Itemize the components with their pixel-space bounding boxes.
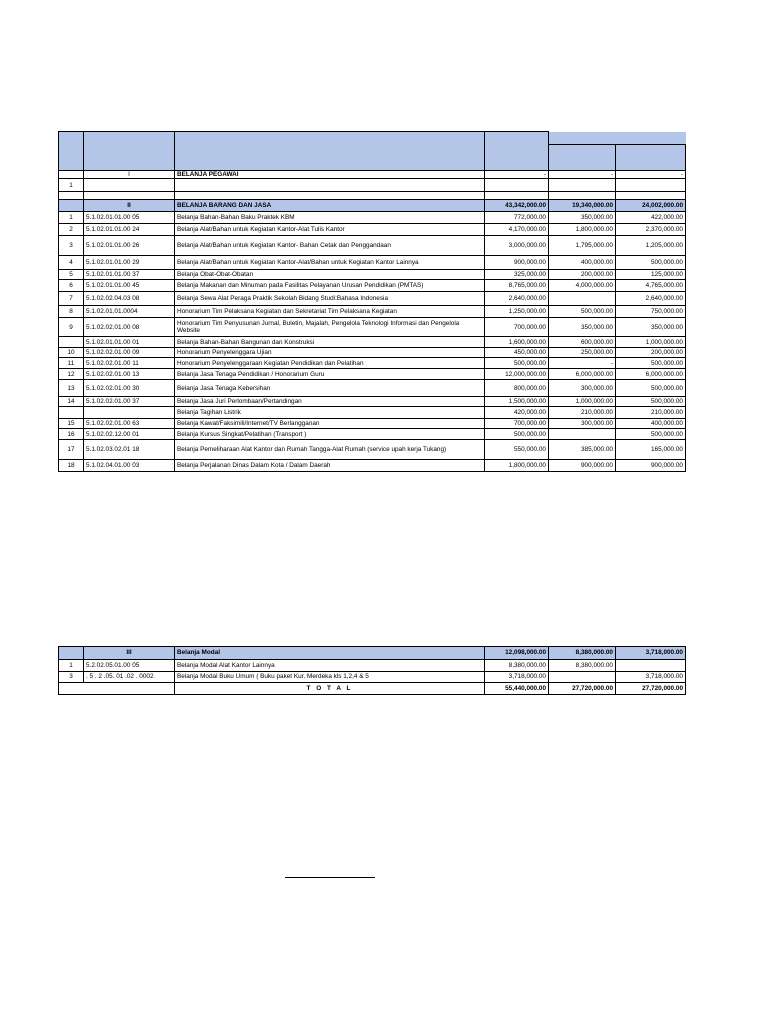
account-code: 5.1.02.02.01.00 09 <box>84 348 175 358</box>
account-code: 5.1.02.01.01.0004 <box>84 306 175 318</box>
description: Honorarium Tim Penyusunan Jurnal, Buletin, Majalah, Pengelola Teknologi Informasi dan Pengelola Website <box>175 318 485 337</box>
amount-period-2 <box>616 660 686 672</box>
account-code: 5.1.02.02.04.03 08 <box>84 292 175 306</box>
row-number: 15 <box>59 419 84 429</box>
description: Belanja Alat/Bahan untuk Kegiatan Kantor-Alat/Bahan untuk Kegiatan Kantor Lainnya <box>175 256 485 270</box>
account-code: 5.1.02.04.01.00 03 <box>84 460 175 472</box>
amount-total: 500,000.00 <box>485 429 549 440</box>
amount-period-1: 900,000.00 <box>549 460 616 472</box>
amount-period-2: 1,000,000.00 <box>616 337 686 348</box>
amount-period-2: 500,000.00 <box>616 358 686 369</box>
amount-period-2: 3,718,000.00 <box>616 672 686 683</box>
row-number <box>59 647 84 660</box>
account-code: 5.1.02.01.01.00 26 <box>84 236 175 256</box>
account-code: 5.1.02.01.01.00 24 <box>84 224 175 236</box>
account-code: 5.1.02.01.01.00 37 <box>84 270 175 280</box>
row-number: 1 <box>59 179 84 192</box>
description <box>175 192 485 200</box>
row-number <box>59 200 84 212</box>
budget-table-capital <box>58 646 686 695</box>
amount-total: 420,000.00 <box>485 407 549 419</box>
amount-total: 12,098,000.00 <box>485 647 549 660</box>
amount-total: 3,718,000.00 <box>485 672 549 683</box>
table-row <box>59 256 686 270</box>
account-code <box>84 179 175 192</box>
amount-period-1: 350,000.00 <box>549 318 616 337</box>
row-number: 7 <box>59 292 84 306</box>
description: Belanja Bahan-Bahan Baku Praktek KBM <box>175 212 485 224</box>
row-number: 18 <box>59 460 84 472</box>
row-number: 1 <box>59 660 84 672</box>
account-code: 5.2.02.05.01.00 05 <box>84 660 175 672</box>
amount-total: 2,640,000.00 <box>485 292 549 306</box>
description: Belanja Modal Buku Umum ( Buku paket Kur. Merdeka kls 1,2,4 & 5 <box>175 672 485 683</box>
budget-table-main <box>58 131 686 472</box>
table-row <box>59 380 686 397</box>
amount-period-2: 1,205,000.00 <box>616 236 686 256</box>
row-number <box>59 407 84 419</box>
amount-period-1: 500,000.00 <box>549 306 616 318</box>
account-code: 5.1.02.01.01.00 05 <box>84 212 175 224</box>
table-row <box>59 280 686 292</box>
amount-period-1: 385,000.00 <box>549 440 616 460</box>
amount-total: 8,765,000.00 <box>485 280 549 292</box>
description: Belanja Jasa Tenaga Pendidikan / Honorarium Guru <box>175 369 485 380</box>
amount-period-1: - <box>549 171 616 179</box>
description: Belanja Obat-Obat-Obatan <box>175 270 485 280</box>
description: Belanja Bahan-Bahan Bangunan dan Konstruksi <box>175 337 485 348</box>
amount-period-2: 500,000.00 <box>616 397 686 407</box>
row-number <box>59 192 84 200</box>
table-row <box>59 306 686 318</box>
account-code: 5.1.02.02.01.00 11 <box>84 358 175 369</box>
amount-period-1: 400,000.00 <box>549 256 616 270</box>
amount-total: 43,342,000.00 <box>485 200 549 212</box>
row-number: 10 <box>59 348 84 358</box>
table-row <box>59 318 686 337</box>
description: Belanja Alat/Bahan untuk Kegiatan Kantor- Bahan Cetak dan Penggandaan <box>175 236 485 256</box>
description: Belanja Pemeliharaan Alat Kantor dan Rumah Tangga-Alat Rumah (service upah kerja Tukang) <box>175 440 485 460</box>
description: Belanja Jasa Juri Perlombaan/Pertandingan <box>175 397 485 407</box>
table-row <box>59 397 686 407</box>
header-group <box>549 132 686 145</box>
row-number <box>59 171 84 179</box>
account-code: 5.1.02.01.01.00 01 <box>84 337 175 348</box>
header-no <box>59 132 84 171</box>
table-header-row <box>59 132 686 145</box>
amount-total: 4,170,000.00 <box>485 224 549 236</box>
description: Belanja Modal Alat Kantor Lainnya <box>175 660 485 672</box>
table-row <box>59 358 686 369</box>
account-code: 5.1.02.02.01.00 13 <box>84 369 175 380</box>
row-number: 6 <box>59 280 84 292</box>
amount-period-2: 125,000.00 <box>616 270 686 280</box>
description: BELANJA PEGAWAI <box>175 171 485 179</box>
description: Belanja Sewa Alat Peraga Praktik Sekolah Bidang Studi:Bahasa Indonesia <box>175 292 485 306</box>
amount-total: 325,000.00 <box>485 270 549 280</box>
table-row <box>59 429 686 440</box>
amount-total <box>485 192 549 200</box>
amount-total: 700,000.00 <box>485 419 549 429</box>
table-row <box>59 171 686 179</box>
account-code: . 5 . 2 .05. 01 .02 . 0002 <box>84 672 175 683</box>
amount-period-2: 6,000,000.00 <box>616 369 686 380</box>
account-code: II <box>84 200 175 212</box>
section-row <box>59 647 686 660</box>
table-row <box>59 337 686 348</box>
description: Belanja Perjalanan Dinas Dalam Kota / Dalam Daerah <box>175 460 485 472</box>
description: Honorarium Penyelenggara Ujian <box>175 348 485 358</box>
amount-period-2: 500,000.00 <box>616 429 686 440</box>
row-number: 4 <box>59 256 84 270</box>
amount-period-2: 750,000.00 <box>616 306 686 318</box>
description: Belanja Jasa Tenaga Kebersihan <box>175 380 485 397</box>
amount-total: 1,600,000.00 <box>485 337 549 348</box>
description: Belanja Alat/Bahan untuk Kegiatan Kantor-Alat Tulis Kantor <box>175 224 485 236</box>
row-number: 13 <box>59 380 84 397</box>
amount-period-1: 4,000,000.00 <box>549 280 616 292</box>
amount-period-1: 8,380,000.00 <box>549 647 616 660</box>
row-number: 3 <box>59 672 84 683</box>
amount-period-2: 210,000.00 <box>616 407 686 419</box>
amount-period-2 <box>616 179 686 192</box>
amount-total: 450,000.00 <box>485 348 549 358</box>
account-code: 5.1.02.02.01.00 30 <box>84 380 175 397</box>
amount-period-1: 600,000.00 <box>549 337 616 348</box>
row-number: 12 <box>59 369 84 380</box>
amount-period-2: - <box>616 171 686 179</box>
total-amount: 55,440,000.00 <box>485 683 549 695</box>
amount-period-1: 1,000,000.00 <box>549 397 616 407</box>
amount-total: 550,000.00 <box>485 440 549 460</box>
table-row <box>59 179 686 192</box>
amount-period-1 <box>549 429 616 440</box>
header-code <box>84 132 175 171</box>
amount-total: 772,000.00 <box>485 212 549 224</box>
table-row <box>59 236 686 256</box>
amount-total: 700,000.00 <box>485 318 549 337</box>
table-row <box>59 440 686 460</box>
total-row <box>59 683 686 695</box>
row-number: 14 <box>59 397 84 407</box>
total-spacer <box>59 683 175 695</box>
row-number: 1 <box>59 212 84 224</box>
amount-period-2: 24,002,000.00 <box>616 200 686 212</box>
amount-period-2: 2,640,000.00 <box>616 292 686 306</box>
account-code: I <box>84 171 175 179</box>
description: Belanja Modal <box>175 647 485 660</box>
row-number: 3 <box>59 236 84 256</box>
amount-period-1: 200,000.00 <box>549 270 616 280</box>
amount-period-2: 500,000.00 <box>616 380 686 397</box>
table-row <box>59 348 686 358</box>
row-number: 11 <box>59 358 84 369</box>
amount-total: 900,000.00 <box>485 256 549 270</box>
total-label: T O T A L <box>175 683 485 695</box>
amount-period-1: 6,000,000.00 <box>549 369 616 380</box>
amount-period-1: 1,800,000.00 <box>549 224 616 236</box>
amount-total: 1,250,000.00 <box>485 306 549 318</box>
amount-period-1: 19,340,000.00 <box>549 200 616 212</box>
amount-period-2: 400,000.00 <box>616 419 686 429</box>
row-number <box>59 337 84 348</box>
amount-period-2: 500,000.00 <box>616 256 686 270</box>
account-code: 5.1.02.03.02.01 18 <box>84 440 175 460</box>
table-row <box>59 407 686 419</box>
amount-period-1: 350,000.00 <box>549 212 616 224</box>
table-row <box>59 270 686 280</box>
section-row <box>59 200 686 212</box>
amount-total: 1,500,000.00 <box>485 397 549 407</box>
amount-period-1: - <box>549 358 616 369</box>
amount-period-1 <box>549 192 616 200</box>
amount-period-1: 1,795,000.00 <box>549 236 616 256</box>
amount-period-2: 200,000.00 <box>616 348 686 358</box>
amount-total: 1,800,000.00 <box>485 460 549 472</box>
row-number: 16 <box>59 429 84 440</box>
amount-period-1 <box>549 179 616 192</box>
header-period-1 <box>549 145 616 171</box>
row-number: 5 <box>59 270 84 280</box>
amount-total: 800,000.00 <box>485 380 549 397</box>
amount-total: 8,380,000.00 <box>485 660 549 672</box>
account-code: 5.1.02.02.12.00 01 <box>84 429 175 440</box>
description: BELANJA BARANG DAN JASA <box>175 200 485 212</box>
amount-total: - <box>485 171 549 179</box>
table-row <box>59 212 686 224</box>
description <box>175 179 485 192</box>
header-period-2 <box>616 145 686 171</box>
account-code <box>84 192 175 200</box>
description: Honorarium Penyelenggaraan Kegiatan Pendidikan dan Pelatihan <box>175 358 485 369</box>
description: Belanja Tagihan Listrik <box>175 407 485 419</box>
table-row <box>59 660 686 672</box>
row-number: 9 <box>59 318 84 337</box>
row-number: 8 <box>59 306 84 318</box>
table-row <box>59 192 686 200</box>
description: Honorarium Tim Pelaksana Kegiatan dan Sekretariat Tim Pelaksana Kegiatan <box>175 306 485 318</box>
amount-period-1 <box>549 292 616 306</box>
amount-period-1: 250,000.00 <box>549 348 616 358</box>
account-code: 5.1.02.01.01.00 45 <box>84 280 175 292</box>
amount-period-1: 8,380,000.00 <box>549 660 616 672</box>
table-row <box>59 224 686 236</box>
amount-period-2: 2,370,000.00 <box>616 224 686 236</box>
amount-period-2: 422,000.00 <box>616 212 686 224</box>
account-code: 5.1.02.02.01.00 08 <box>84 318 175 337</box>
account-code: III <box>84 647 175 660</box>
table-row <box>59 460 686 472</box>
description: Belanja Kawat/Faksimili/Internet/TV Berlangganan <box>175 419 485 429</box>
account-code: 5.1.02.02.01.00 37 <box>84 397 175 407</box>
amount-period-2: 900,000.00 <box>616 460 686 472</box>
row-number: 2 <box>59 224 84 236</box>
amount-period-1: 300,000.00 <box>549 380 616 397</box>
amount-period-1: 300,000.00 <box>549 419 616 429</box>
row-number: 17 <box>59 440 84 460</box>
total-period-2: 27,720,000.00 <box>616 683 686 695</box>
table-row <box>59 419 686 429</box>
amount-period-2: 350,000.00 <box>616 318 686 337</box>
account-code: 5.1.02.01.01.00 29 <box>84 256 175 270</box>
signature-line <box>285 877 375 878</box>
total-period-1: 27,720,000.00 <box>549 683 616 695</box>
amount-total: 500,000.00 <box>485 358 549 369</box>
amount-period-2: 165,000.00 <box>616 440 686 460</box>
account-code <box>84 407 175 419</box>
amount-period-2: 4,765,000.00 <box>616 280 686 292</box>
amount-period-2 <box>616 192 686 200</box>
table-row <box>59 672 686 683</box>
amount-period-1: 210,000.00 <box>549 407 616 419</box>
account-code: 5.1.02.02.01.00 63 <box>84 419 175 429</box>
table-row <box>59 369 686 380</box>
description: Belanja Kursus Singkat/Pelatihan (Transport ) <box>175 429 485 440</box>
amount-period-1 <box>549 672 616 683</box>
amount-total: 3,000,000.00 <box>485 236 549 256</box>
table-row <box>59 292 686 306</box>
amount-total <box>485 179 549 192</box>
amount-period-2: 3,718,000.00 <box>616 647 686 660</box>
amount-total: 12,000,000.00 <box>485 369 549 380</box>
description: Belanja Makanan dan Minuman pada Fasilitas Pelayanan Urusan Pendidikan (PMTAS) <box>175 280 485 292</box>
header-description <box>175 132 485 171</box>
header-total <box>485 132 549 171</box>
